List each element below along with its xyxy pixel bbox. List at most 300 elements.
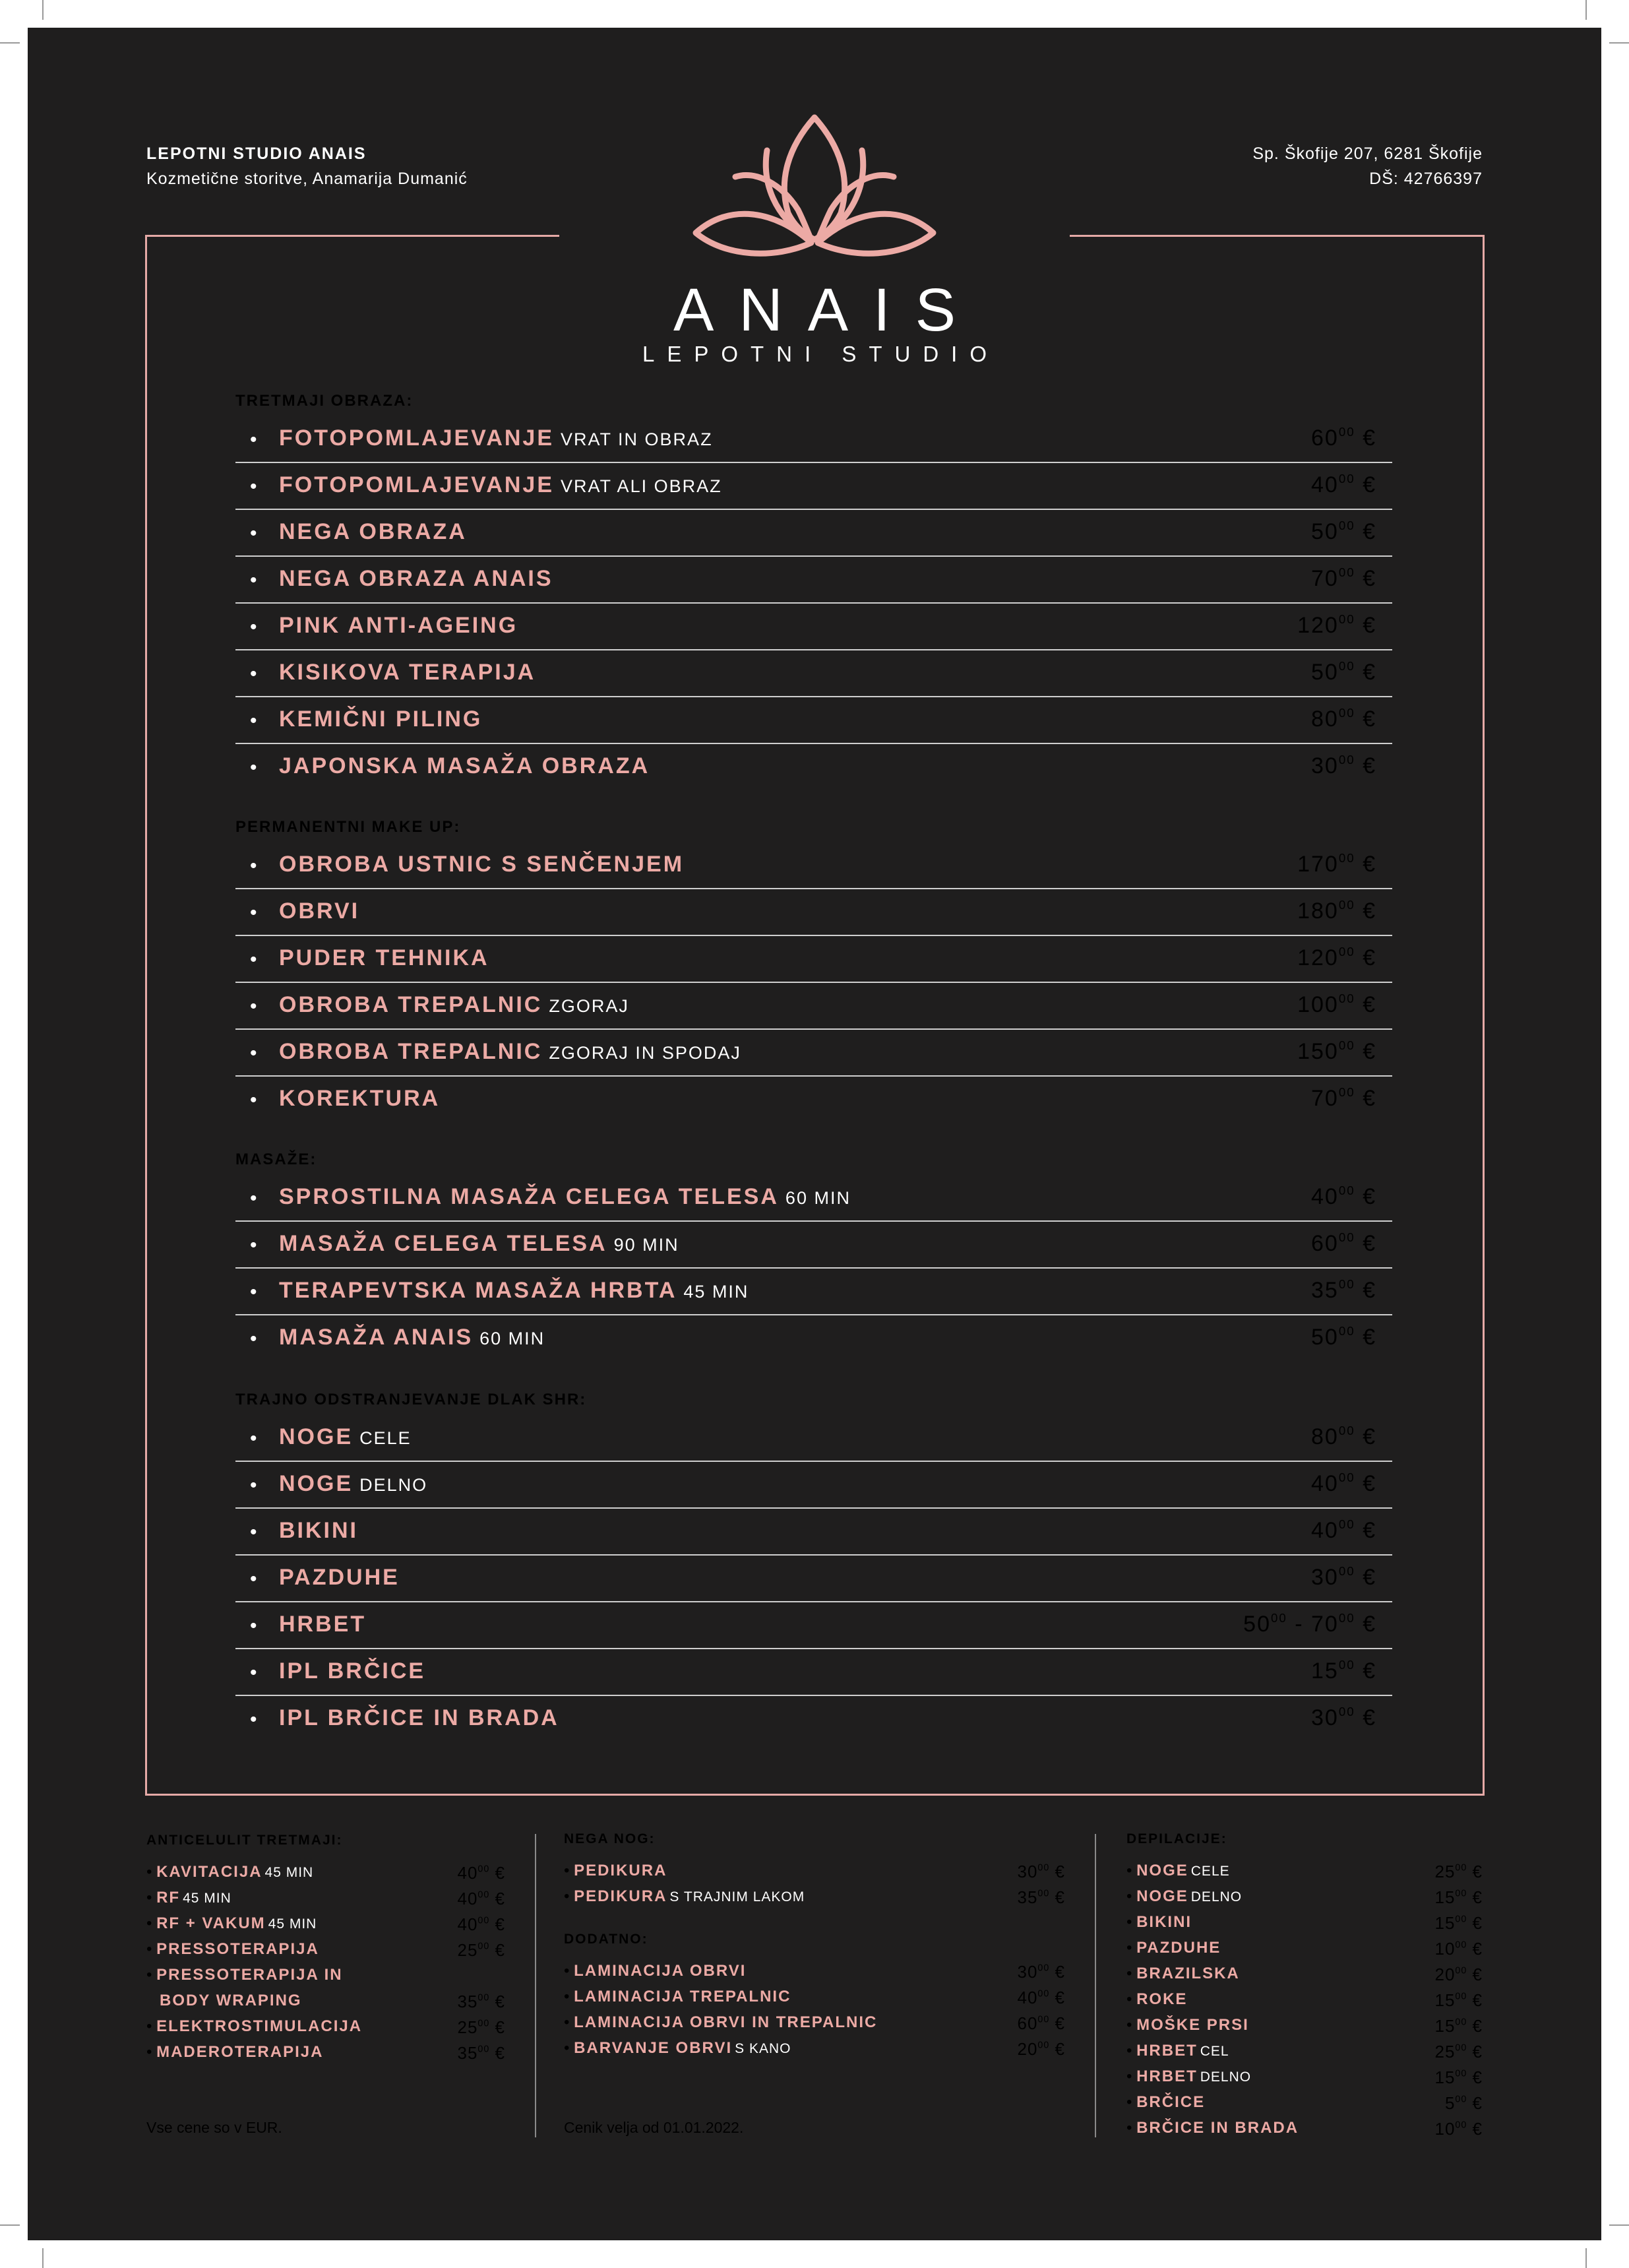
service-name [1126, 2042, 1229, 2060]
address-line: Sp. Škofije 207, 6281 Škofije [1252, 144, 1483, 163]
price-row [235, 1268, 1392, 1315]
price: $30^{00}$ € [1017, 1962, 1065, 1982]
bullet: • [1126, 2067, 1137, 2085]
crop-mark [1609, 42, 1629, 44]
column-divider [1095, 1834, 1096, 2137]
service-detail: 45 MIN [264, 1865, 314, 1880]
service-title: KEMIČNI PILING [279, 707, 483, 732]
price-row [235, 416, 1392, 463]
service-detail: 60 MIN [479, 1329, 545, 1348]
bullet: • [146, 1966, 157, 1984]
crop-mark [0, 2224, 20, 2226]
service-title: RF + VAKUM [156, 1914, 266, 1932]
price: $25^{00}$ € [457, 1940, 505, 1960]
bullet: • [250, 1089, 257, 1111]
price: $10^{00}$ € [1434, 2119, 1483, 2139]
price-row [1126, 2119, 1483, 2144]
price-row [235, 1315, 1392, 1361]
service-name [279, 1278, 749, 1304]
price: $70^{00}$ € [1311, 1085, 1376, 1111]
price: $15^{00}$ € [1434, 1913, 1483, 1933]
price-row [235, 1695, 1392, 1742]
section-title: DODATNO: [564, 1932, 648, 1947]
service-name [146, 1889, 231, 1907]
bullet: • [564, 1862, 574, 1879]
price: $150^{00}$ € [1297, 1038, 1376, 1064]
price-row [146, 1940, 505, 1965]
service-name [279, 1612, 366, 1637]
service-name [1126, 1913, 1192, 1932]
price-row [564, 1988, 1065, 2013]
service-name [1126, 2093, 1205, 2112]
price: $50^{00} - 70^{00}$ € [1243, 1610, 1376, 1637]
service-name [279, 1518, 358, 1544]
service-name [1126, 1862, 1230, 1880]
price-row [235, 1076, 1392, 1122]
lotus-icon [689, 111, 940, 266]
price: $10^{00}$ € [1434, 1939, 1483, 1959]
service-title: PUDER TEHNIKA [279, 945, 489, 970]
service-detail: 45 MIN [683, 1282, 749, 1302]
service-name [146, 1992, 302, 2010]
price-row [235, 1508, 1392, 1556]
price-row [235, 842, 1392, 889]
price: $120^{00}$ € [1297, 944, 1376, 970]
service-name [279, 753, 650, 779]
service-name [279, 1424, 412, 1450]
service-title: PRESSOTERAPIJA [156, 1940, 319, 1958]
service-name [279, 945, 489, 971]
price: $15^{00}$ € [1434, 1887, 1483, 1907]
service-title: BARVANJE OBRVI [574, 2039, 733, 2057]
service-title: ROKE [1136, 1990, 1188, 2008]
price: $120^{00}$ € [1297, 612, 1376, 638]
tax-number: DŠ: 42766397 [1369, 170, 1483, 188]
service-title: LAMINACIJA OBRVI [574, 1962, 747, 1980]
service-title: TERAPEVTSKA MASAŽA HRBTA [279, 1278, 677, 1303]
service-detail: DELNO [1200, 2069, 1252, 2085]
frame-right [1483, 235, 1485, 1796]
service-title: SPROSTILNA MASAŽA CELEGA TELESA [279, 1184, 779, 1209]
bullet: • [250, 569, 257, 591]
frame-top-right [1070, 235, 1485, 237]
column-divider [535, 1834, 536, 2137]
service-title: RF [156, 1889, 181, 1906]
service-name [564, 1887, 805, 1906]
service-title: KOREKTURA [279, 1086, 441, 1111]
service-detail: VRAT IN OBRAZ [561, 429, 713, 449]
price: $15^{00}$ € [1434, 2067, 1483, 2087]
bullet: • [564, 2039, 574, 2057]
service-title: NOGE [1136, 1887, 1188, 1905]
service-name [1126, 1939, 1221, 1957]
brand-tagline: LEPOTNI STUDIO [642, 342, 1000, 366]
service-detail: S TRAJNIM LAKOM [669, 1889, 805, 1905]
service-name [279, 519, 467, 545]
crop-mark [1609, 2224, 1629, 2226]
service-name [564, 1862, 667, 1880]
price: $15^{00}$ € [1311, 1657, 1376, 1684]
service-detail: CEL [1200, 2044, 1229, 2059]
price: $5^{00}$ € [1444, 2093, 1483, 2113]
price: $30^{00}$ € [1311, 752, 1376, 778]
service-detail: S KANO [735, 2041, 791, 2056]
service-name [279, 1086, 440, 1112]
bullet: • [1126, 1913, 1137, 1931]
bullet [146, 1992, 160, 2009]
price: $25^{00}$ € [1434, 2042, 1483, 2062]
service-title: OBROBA USTNIC S SENČENJEM [279, 852, 685, 877]
service-title: HRBET [1136, 2042, 1198, 2060]
service-title: PEDIKURA [574, 1862, 667, 1879]
price-row [146, 1966, 505, 1991]
price-row [1126, 2042, 1483, 2067]
bullet: • [146, 1940, 157, 1958]
service-title: LAMINACIJA TREPALNIC [574, 1988, 791, 2005]
price: $40^{00}$ € [1311, 1517, 1376, 1543]
service-title: OBRVI [279, 898, 360, 924]
service-name [146, 1966, 343, 1984]
bullet: • [1126, 1965, 1137, 1982]
service-name [564, 2013, 877, 2032]
service-name [279, 1231, 679, 1257]
price: $60^{00}$ € [1017, 2013, 1065, 2033]
price: $80^{00}$ € [1311, 705, 1376, 732]
frame-bottom [145, 1794, 1485, 1796]
section-title: TRAJNO ODSTRANJEVANJE DLAK SHR: [235, 1391, 587, 1408]
service-detail: DELNO [359, 1475, 428, 1495]
price-row [235, 1414, 1392, 1462]
studio-address [1252, 141, 1483, 191]
crop-mark [1585, 2248, 1587, 2268]
service-title: OBROBA TREPALNIC [279, 992, 543, 1017]
price: $40^{00}$ € [1311, 1470, 1376, 1496]
service-name [564, 1962, 746, 1980]
bullet: • [250, 1568, 257, 1590]
service-title: BRAZILSKA [1136, 1965, 1240, 1982]
bullet: • [250, 855, 257, 877]
service-title: LAMINACIJA OBRVI IN TREPALNIC [574, 2013, 878, 2031]
bullet: • [250, 1281, 257, 1303]
price: $15^{00}$ € [1434, 2016, 1483, 2036]
service-detail: 60 MIN [785, 1188, 851, 1208]
service-title: BIKINI [1136, 1913, 1192, 1931]
price-row [235, 603, 1392, 650]
service-title: NEGA OBRAZA ANAIS [279, 566, 553, 591]
price-row [1126, 1887, 1483, 1912]
service-detail: 45 MIN [183, 1891, 231, 1906]
service-detail: ZGORAJ IN SPODAJ [549, 1043, 741, 1063]
service-name [279, 660, 536, 685]
price-row [146, 1863, 505, 1888]
service-name [1126, 2016, 1249, 2034]
service-title: PINK ANTI-AGEING [279, 613, 518, 638]
price: $50^{00}$ € [1311, 1323, 1376, 1350]
price: $60^{00}$ € [1311, 1230, 1376, 1256]
price: $15^{00}$ € [1434, 1990, 1483, 2010]
bullet: • [146, 2043, 157, 2061]
price: $35^{00}$ € [457, 1992, 505, 2011]
price-row [564, 1962, 1065, 1987]
bullet: • [250, 710, 257, 732]
bullet: • [1126, 2042, 1137, 2060]
price: $40^{00}$ € [1311, 471, 1376, 497]
bullet: • [1126, 1887, 1137, 1905]
bullet: • [1126, 1939, 1137, 1957]
currency-note: Vse cene so v EUR. [146, 2119, 282, 2136]
crop-mark [42, 0, 44, 20]
service-title: PEDIKURA [574, 1887, 667, 1905]
service-title: FOTOPOMLAJEVANJE [279, 472, 555, 497]
service-detail: 90 MIN [613, 1235, 679, 1255]
service-name [279, 1325, 545, 1350]
bullet: • [564, 2013, 574, 2031]
service-name [564, 2039, 791, 2058]
section-title: DEPILACIJE: [1126, 1831, 1227, 1846]
price-row [235, 556, 1392, 604]
crop-mark [42, 2248, 44, 2268]
bullet: • [564, 1887, 574, 1905]
bullet: • [564, 1962, 574, 1980]
service-title: NEGA OBRAZA [279, 519, 467, 544]
service-name [279, 898, 359, 924]
service-name [279, 992, 629, 1018]
bullet: • [250, 1328, 257, 1350]
bullet: • [250, 1521, 257, 1543]
price-row [235, 697, 1392, 744]
price: $20^{00}$ € [1017, 2039, 1065, 2059]
service-name [1126, 1990, 1187, 2009]
service-detail: CELE [1190, 1864, 1230, 1879]
price: $20^{00}$ € [1434, 1965, 1483, 1984]
price-row [146, 1914, 505, 1939]
price: $180^{00}$ € [1297, 897, 1376, 924]
price-row [235, 982, 1392, 1030]
service-title: FOTOPOMLAJEVANJE [279, 425, 555, 451]
price-row [564, 2013, 1065, 2038]
service-title: KAVITACIJA [156, 1863, 262, 1881]
section-title: MASAŽE: [235, 1150, 317, 1168]
service-title: PAZDUHE [279, 1565, 400, 1590]
service-name [146, 1863, 313, 1881]
price-row [235, 509, 1392, 557]
service-name [279, 1471, 427, 1497]
service-title: NOGE [1136, 1862, 1188, 1879]
frame-top-left [145, 235, 559, 237]
service-title: HRBET [279, 1612, 367, 1637]
service-name [1126, 2067, 1251, 2086]
price-row [235, 650, 1392, 697]
service-title: IPL BRČICE IN BRADA [279, 1705, 559, 1730]
price: $35^{00}$ € [1311, 1276, 1376, 1303]
bullet: • [146, 1863, 157, 1881]
bullet: • [250, 476, 257, 497]
price-row [235, 1555, 1392, 1602]
service-name [146, 1914, 317, 1933]
price-row [1126, 1862, 1483, 1887]
price-row [1126, 1913, 1483, 1938]
service-title: BODY WRAPING [160, 1992, 302, 2009]
service-name [279, 1565, 400, 1591]
service-name [279, 566, 553, 592]
service-detail: 45 MIN [268, 1916, 317, 1932]
service-title: HRBET [1136, 2067, 1198, 2085]
bullet: • [250, 1709, 257, 1730]
price-row [146, 2017, 505, 2042]
bullet: • [250, 1662, 257, 1684]
price-row [1126, 2067, 1483, 2093]
bullet: • [250, 995, 257, 1017]
service-name [279, 707, 482, 732]
bullet: • [146, 2017, 157, 2035]
section-title: PERMANENTNI MAKE UP: [235, 818, 461, 836]
service-name [146, 2017, 362, 2036]
service-title: NOGE [279, 1424, 353, 1449]
section-title: NEGA NOG: [564, 1831, 656, 1846]
service-name [1126, 1887, 1242, 1906]
service-name [279, 425, 713, 451]
price: $70^{00}$ € [1311, 565, 1376, 591]
service-title: MASAŽA CELEGA TELESA [279, 1231, 607, 1256]
studio-owner: Kozmetične storitve, Anamarija Dumanić [146, 170, 468, 188]
service-title: IPL BRČICE [279, 1658, 426, 1684]
price-row [1126, 1939, 1483, 1964]
service-name [279, 1184, 851, 1210]
service-name [1126, 2119, 1299, 2137]
price: $30^{00}$ € [1311, 1563, 1376, 1590]
price-row [235, 1461, 1392, 1509]
price-row [235, 462, 1392, 510]
price-row [235, 1174, 1392, 1222]
bullet: • [564, 1988, 574, 2005]
price: $25^{00}$ € [457, 2017, 505, 2037]
price: $35^{00}$ € [457, 2043, 505, 2063]
service-title: OBROBA TREPALNIC [279, 1039, 543, 1064]
price-row [564, 1887, 1065, 1912]
service-title: BRČICE [1136, 2093, 1206, 2111]
service-title: BIKINI [279, 1518, 358, 1543]
service-name [279, 472, 722, 498]
service-name [279, 852, 684, 877]
validity-note: Cenik velja od 01.01.2022. [564, 2119, 744, 2136]
studio-name: LEPOTNI STUDIO ANAIS [146, 144, 367, 163]
bullet: • [1126, 1862, 1137, 1879]
price-row [564, 2039, 1065, 2064]
bullet: • [250, 949, 257, 970]
price-row [235, 1221, 1392, 1269]
bullet: • [250, 1428, 257, 1449]
service-name [564, 1988, 791, 2006]
bullet: • [146, 1914, 157, 1932]
service-name [146, 2043, 323, 2062]
studio-info [146, 141, 468, 191]
price: $80^{00}$ € [1311, 1423, 1376, 1449]
bullet: • [1126, 1990, 1137, 2008]
price-row [235, 743, 1392, 790]
service-title: MASAŽA ANAIS [279, 1325, 474, 1350]
price: $40^{00}$ € [457, 1863, 505, 1883]
service-name [146, 1940, 319, 1959]
price: $40^{00}$ € [457, 1914, 505, 1934]
price: $60^{00}$ € [1311, 424, 1376, 451]
price-row [146, 2043, 505, 2068]
price: $30^{00}$ € [1311, 1704, 1376, 1730]
price-row [235, 889, 1392, 936]
service-detail: VRAT ALI OBRAZ [561, 476, 722, 496]
price-row [1126, 1990, 1483, 2015]
service-name [279, 1658, 425, 1684]
price-row [235, 935, 1392, 983]
crop-mark [1585, 0, 1587, 20]
bullet: • [250, 429, 257, 451]
price-row [1126, 2093, 1483, 2118]
price: $50^{00}$ € [1311, 518, 1376, 544]
service-title: PAZDUHE [1136, 1939, 1221, 1957]
service-name [279, 1705, 559, 1731]
service-title: ELEKTROSTIMULACIJA [156, 2017, 363, 2035]
price: $100^{00}$ € [1297, 991, 1376, 1017]
service-title: MADEROTERAPIJA [156, 2043, 324, 2061]
bullet: • [1126, 2016, 1137, 2034]
price-row [1126, 1965, 1483, 1990]
price: $30^{00}$ € [1017, 1862, 1065, 1881]
service-title: MOŠKE PRSI [1136, 2016, 1249, 2034]
bullet: • [250, 757, 257, 778]
bullet: • [250, 1187, 257, 1209]
bullet: • [250, 616, 257, 638]
service-title: JAPONSKA MASAŽA OBRAZA [279, 753, 650, 778]
price: $40^{00}$ € [1017, 1988, 1065, 2007]
bullet: • [250, 1042, 257, 1064]
service-detail: ZGORAJ [549, 996, 629, 1016]
service-name [279, 613, 518, 639]
price-row [235, 1029, 1392, 1077]
price: $25^{00}$ € [1434, 1862, 1483, 1881]
price: $40^{00}$ € [1311, 1183, 1376, 1209]
service-detail: DELNO [1190, 1889, 1243, 1905]
bullet: • [146, 1889, 157, 1906]
service-title: PRESSOTERAPIJA IN [156, 1966, 343, 1984]
bullet: • [250, 1615, 257, 1637]
price: $50^{00}$ € [1311, 658, 1376, 685]
bullet: • [250, 902, 257, 924]
frame-left [145, 235, 147, 1796]
crop-mark [0, 42, 20, 44]
price: $170^{00}$ € [1297, 850, 1376, 877]
price-row [235, 1649, 1392, 1696]
price-row [146, 1992, 505, 2017]
service-name [279, 1039, 741, 1065]
bullet: • [1126, 2093, 1137, 2111]
service-detail: CELE [359, 1428, 412, 1448]
price: $40^{00}$ € [457, 1889, 505, 1908]
service-name [1126, 1965, 1240, 1983]
bullet: • [250, 1474, 257, 1496]
service-title: KISIKOVA TERAPIJA [279, 660, 536, 685]
price-row [564, 1862, 1065, 1887]
brand-name: ANAIS [673, 276, 981, 344]
bullet: • [250, 1234, 257, 1256]
price-row [235, 1602, 1392, 1649]
price-row [146, 1889, 505, 1914]
price: $35^{00}$ € [1017, 1887, 1065, 1907]
price-row [1126, 2016, 1483, 2041]
section-title: ANTICELULIT TRETMAJI: [146, 1833, 343, 1848]
bullet: • [250, 522, 257, 544]
service-title: NOGE [279, 1471, 353, 1496]
service-title: BRČICE IN BRADA [1136, 2119, 1299, 2137]
bullet: • [250, 663, 257, 685]
